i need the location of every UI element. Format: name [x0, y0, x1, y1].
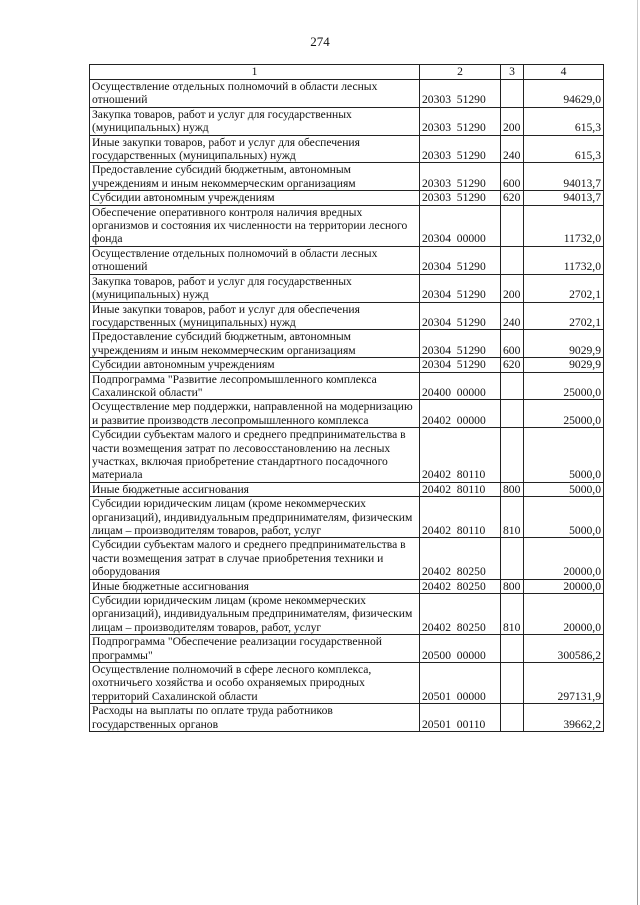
- row-amount-cell: 615,3: [524, 107, 604, 135]
- row-amount-cell: 615,3: [524, 135, 604, 163]
- row-code-cell: 20304 51290: [420, 274, 501, 302]
- row-name-cell: Осуществление мер поддержки, направленной на модернизацию и развитие производств лесопромышленного комплекса: [90, 400, 420, 428]
- row-name-cell: Предоставление субсидий бюджетным, автономным учреждениям и иным некоммерческим организациям: [90, 163, 420, 191]
- row-code-cell: 20303 51290: [420, 191, 501, 205]
- row-name-cell: Иные закупки товаров, работ и услуг для обеспечения государственных (муниципальных) нужд: [90, 135, 420, 163]
- row-expense-type-cell: [501, 246, 524, 274]
- table-row: [90, 274, 604, 302]
- row-amount-cell: 94013,7: [524, 191, 604, 205]
- row-name-cell: Расходы на выплаты по оплате труда работников государственных органов: [90, 704, 420, 732]
- row-amount-cell: 25000,0: [524, 400, 604, 428]
- table-row: [90, 80, 604, 108]
- row-expense-type-cell: [501, 704, 524, 732]
- row-amount-cell: 25000,0: [524, 372, 604, 400]
- row-expense-type-cell: 810: [501, 594, 524, 635]
- row-amount-cell: 5000,0: [524, 428, 604, 483]
- row-amount-cell: 297131,9: [524, 663, 604, 704]
- row-expense-type-cell: [501, 663, 524, 704]
- table-row: [90, 704, 604, 732]
- row-amount-cell: 2702,1: [524, 274, 604, 302]
- row-name-cell: Обеспечение оперативного контроля наличия вредных организмов и состояния их численности на территории лесного фонда: [90, 205, 420, 246]
- row-expense-type-cell: 240: [501, 135, 524, 163]
- table-row: [90, 579, 604, 593]
- row-name-cell: Субсидии автономным учреждениям: [90, 191, 420, 205]
- row-name-cell: Подпрограмма "Обеспечение реализации государственной программы": [90, 635, 420, 663]
- row-code-cell: 20402 80250: [420, 538, 501, 579]
- row-expense-type-cell: [501, 428, 524, 483]
- table-header-row: [90, 65, 604, 80]
- row-code-cell: 20304 51290: [420, 358, 501, 372]
- column-header-2: 2: [420, 65, 501, 80]
- table-row: [90, 482, 604, 496]
- table-row: [90, 497, 604, 538]
- row-expense-type-cell: 200: [501, 107, 524, 135]
- row-amount-cell: 20000,0: [524, 538, 604, 579]
- row-code-cell: 20304 51290: [420, 246, 501, 274]
- row-expense-type-cell: [501, 80, 524, 108]
- row-amount-cell: 5000,0: [524, 482, 604, 496]
- row-code-cell: 20501 00000: [420, 663, 501, 704]
- table-row: [90, 107, 604, 135]
- row-name-cell: Иные бюджетные ассигнования: [90, 579, 420, 593]
- row-code-cell: 20304 51290: [420, 330, 501, 358]
- row-expense-type-cell: [501, 400, 524, 428]
- row-code-cell: 20303 51290: [420, 163, 501, 191]
- row-expense-type-cell: [501, 372, 524, 400]
- row-code-cell: 20500 00000: [420, 635, 501, 663]
- scan-edge-shadow: [637, 0, 638, 905]
- row-code-cell: 20303 51290: [420, 135, 501, 163]
- row-name-cell: Субсидии субъектам малого и среднего предпринимательства в части возмещения затрат по лесовосстановлению на лесных участках, включая приобретение стандартного посадочного материала: [90, 428, 420, 483]
- row-name-cell: Иные бюджетные ассигнования: [90, 482, 420, 496]
- row-amount-cell: 94013,7: [524, 163, 604, 191]
- table-row: [90, 594, 604, 635]
- row-amount-cell: 94629,0: [524, 80, 604, 108]
- row-amount-cell: 11732,0: [524, 205, 604, 246]
- row-code-cell: 20402 80250: [420, 579, 501, 593]
- column-header-4: 4: [524, 65, 604, 80]
- budget-table: [89, 64, 604, 732]
- row-expense-type-cell: [501, 538, 524, 579]
- row-code-cell: 20304 51290: [420, 302, 501, 330]
- row-name-cell: Подпрограмма "Развитие лесопромышленного комплекса Сахалинской области": [90, 372, 420, 400]
- row-name-cell: Предоставление субсидий бюджетным, автономным учреждениям и иным некоммерческим организациям: [90, 330, 420, 358]
- table-row: [90, 372, 604, 400]
- row-expense-type-cell: 200: [501, 274, 524, 302]
- column-header-1: 1: [90, 65, 420, 80]
- row-expense-type-cell: [501, 635, 524, 663]
- row-amount-cell: 20000,0: [524, 579, 604, 593]
- row-name-cell: Закупка товаров, работ и услуг для государственных (муниципальных) нужд: [90, 107, 420, 135]
- row-name-cell: Субсидии субъектам малого и среднего предпринимательства в части возмещения затрат в случае приобретения техники и оборудования: [90, 538, 420, 579]
- table-row: [90, 302, 604, 330]
- row-code-cell: 20501 00110: [420, 704, 501, 732]
- table-row: [90, 538, 604, 579]
- row-name-cell: Осуществление отдельных полномочий в области лесных отношений: [90, 246, 420, 274]
- row-name-cell: Субсидии юридическим лицам (кроме некоммерческих организаций), индивидуальным предпринимателям, физическим лицам – производителям товаров, работ, услуг: [90, 594, 420, 635]
- row-amount-cell: 9029,9: [524, 358, 604, 372]
- row-amount-cell: 5000,0: [524, 497, 604, 538]
- table-row: [90, 330, 604, 358]
- row-expense-type-cell: 810: [501, 497, 524, 538]
- row-name-cell: Иные закупки товаров, работ и услуг для обеспечения государственных (муниципальных) нужд: [90, 302, 420, 330]
- table-row: [90, 635, 604, 663]
- table-row: [90, 163, 604, 191]
- row-name-cell: Субсидии юридическим лицам (кроме некоммерческих организаций), индивидуальным предпринимателям, физическим лицам – производителям товаров, работ, услуг: [90, 497, 420, 538]
- row-expense-type-cell: 620: [501, 358, 524, 372]
- row-code-cell: 20400 00000: [420, 372, 501, 400]
- row-code-cell: 20303 51290: [420, 80, 501, 108]
- row-amount-cell: 20000,0: [524, 594, 604, 635]
- row-name-cell: Осуществление полномочий в сфере лесного комплекса, охотничьего хозяйства и особо охраняемых природных территорий Сахалинской области: [90, 663, 420, 704]
- row-name-cell: Осуществление отдельных полномочий в области лесных отношений: [90, 80, 420, 108]
- row-code-cell: 20304 00000: [420, 205, 501, 246]
- table-row: [90, 191, 604, 205]
- row-expense-type-cell: 600: [501, 330, 524, 358]
- row-amount-cell: 2702,1: [524, 302, 604, 330]
- row-expense-type-cell: 240: [501, 302, 524, 330]
- table-row: [90, 246, 604, 274]
- table-row: [90, 663, 604, 704]
- row-amount-cell: 39662,2: [524, 704, 604, 732]
- row-code-cell: 20402 00000: [420, 400, 501, 428]
- table-row: [90, 135, 604, 163]
- row-expense-type-cell: [501, 205, 524, 246]
- row-code-cell: 20402 80110: [420, 428, 501, 483]
- row-expense-type-cell: 800: [501, 482, 524, 496]
- row-amount-cell: 300586,2: [524, 635, 604, 663]
- table-row: [90, 400, 604, 428]
- row-expense-type-cell: 620: [501, 191, 524, 205]
- row-code-cell: 20402 80250: [420, 594, 501, 635]
- row-amount-cell: 11732,0: [524, 246, 604, 274]
- table-row: [90, 358, 604, 372]
- row-code-cell: 20402 80110: [420, 482, 501, 496]
- table-row: [90, 205, 604, 246]
- column-header-3: 3: [501, 65, 524, 80]
- row-name-cell: Закупка товаров, работ и услуг для государственных (муниципальных) нужд: [90, 274, 420, 302]
- row-code-cell: 20402 80110: [420, 497, 501, 538]
- table-row: [90, 428, 604, 483]
- row-expense-type-cell: 600: [501, 163, 524, 191]
- row-code-cell: 20303 51290: [420, 107, 501, 135]
- row-expense-type-cell: 800: [501, 579, 524, 593]
- row-name-cell: Субсидии автономным учреждениям: [90, 358, 420, 372]
- row-amount-cell: 9029,9: [524, 330, 604, 358]
- page-number: 274: [310, 34, 330, 49]
